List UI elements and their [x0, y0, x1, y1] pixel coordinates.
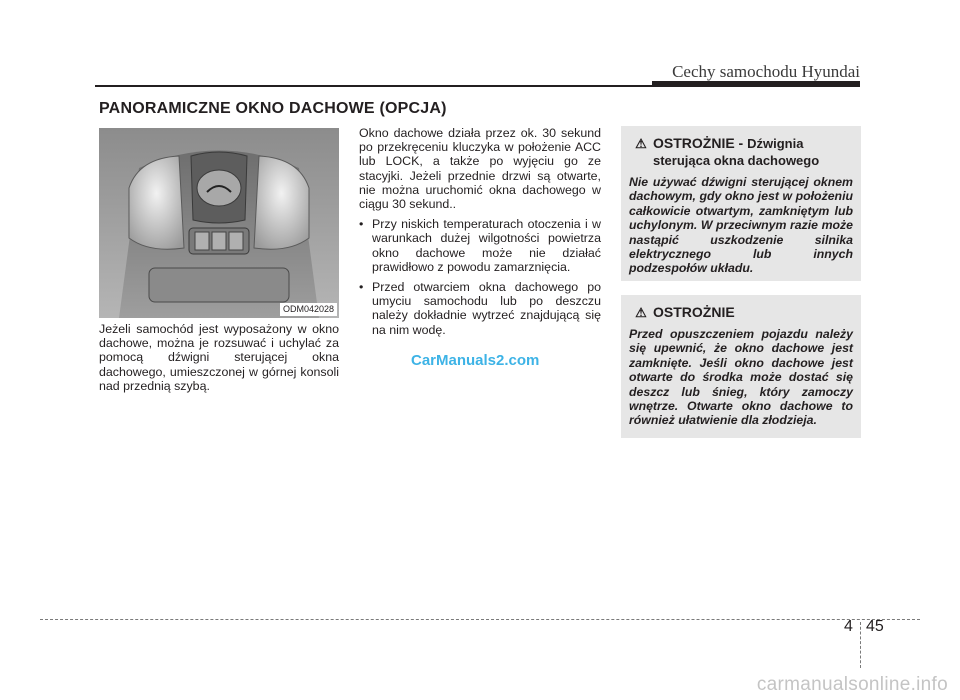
caution-heading — [629, 304, 853, 321]
caution-body: Nie używać dźwigni sterującej oknem dachowym, gdy okno jest w położeniu całkowicie otwartym, zamkniętym lub uchylonym. W przeciwnym razie może nastąpić uszkodzenie silnika elektrycznego lub innych podzespołów układu. — [629, 175, 853, 276]
bullet-mark: • — [359, 217, 364, 232]
list-item — [359, 217, 601, 274]
caution-heading-sub: Dźwignia — [747, 136, 804, 151]
caution-box-lever — [621, 126, 861, 281]
watermark-link[interactable]: CarManuals2.com — [411, 352, 540, 369]
section-title: PANORAMICZNE OKNO DACHOWE (OPCJA) — [99, 100, 447, 117]
intro-paragraph: Jeżeli samochód jest wyposażony w okno dachowe, można je rozsuwać i uchylać za pomocą dźwigni sterującej okna dachowego, umieszczonej w górnej konsoli nad przednią szybą. — [99, 322, 339, 393]
caution-heading — [629, 135, 853, 169]
list-item — [359, 280, 601, 337]
page-number-separator — [860, 622, 861, 668]
footer-watermark: carmanualsonline.info — [756, 674, 948, 695]
bullet-mark: • — [359, 280, 364, 295]
caution-body: Przed opuszczeniem pojazdu należy się upewnić, że okno dachowe jest zamknięte. Jeśli okno dachowe jest otwarte do środka może dostać się deszcz lub śnieg, który zamoczy wnętrze. Otwarte okno dachowe to również ułatwienie dla złodzieja. — [629, 327, 853, 428]
sunroof-control-photo — [99, 128, 339, 318]
caution-box-closing — [621, 295, 861, 438]
warning-triangle-icon: ⚠ — [635, 305, 647, 320]
operation-text-column — [359, 126, 601, 343]
caution-heading-label: OSTROŻNIE - — [653, 135, 748, 151]
page-number: 45 — [866, 618, 884, 635]
photo-caption: ODM042028 — [280, 303, 337, 316]
warning-triangle-icon: ⚠ — [635, 136, 647, 151]
running-header-title: Cechy samochodu Hyundai — [672, 62, 860, 81]
chapter-number: 4 — [844, 618, 853, 635]
operation-paragraph: Okno dachowe działa przez ok. 30 sekund po przekręceniu kluczyka w położenie ACC lub LOCK, a także po wyjęciu go ze stacyjki. Jeżeli przednie drzwi są otwarte, nie można uruchomić okna dachowego w ciągu 30 sekund.. — [359, 126, 601, 212]
caution-heading-sub2: sterująca okna dachowego — [653, 153, 820, 168]
header-accent-bar — [652, 81, 860, 87]
caution-heading-label: OSTROŻNIE — [653, 304, 735, 320]
list-item-text: Przy niskich temperaturach otoczenia i w warunkach dużej wilgotności powietrza okno dachowe może nie działać prawidłowo z powodu zamarznięcia. — [372, 217, 601, 274]
overhead-console-illustration — [99, 128, 339, 318]
footer-rule — [40, 619, 920, 620]
list-item-text: Przed otwarciem okna dachowego po umyciu samochodu lub po deszczu należy dokładnie wytrzeć znajdującą się na nim wodę. — [372, 280, 601, 337]
